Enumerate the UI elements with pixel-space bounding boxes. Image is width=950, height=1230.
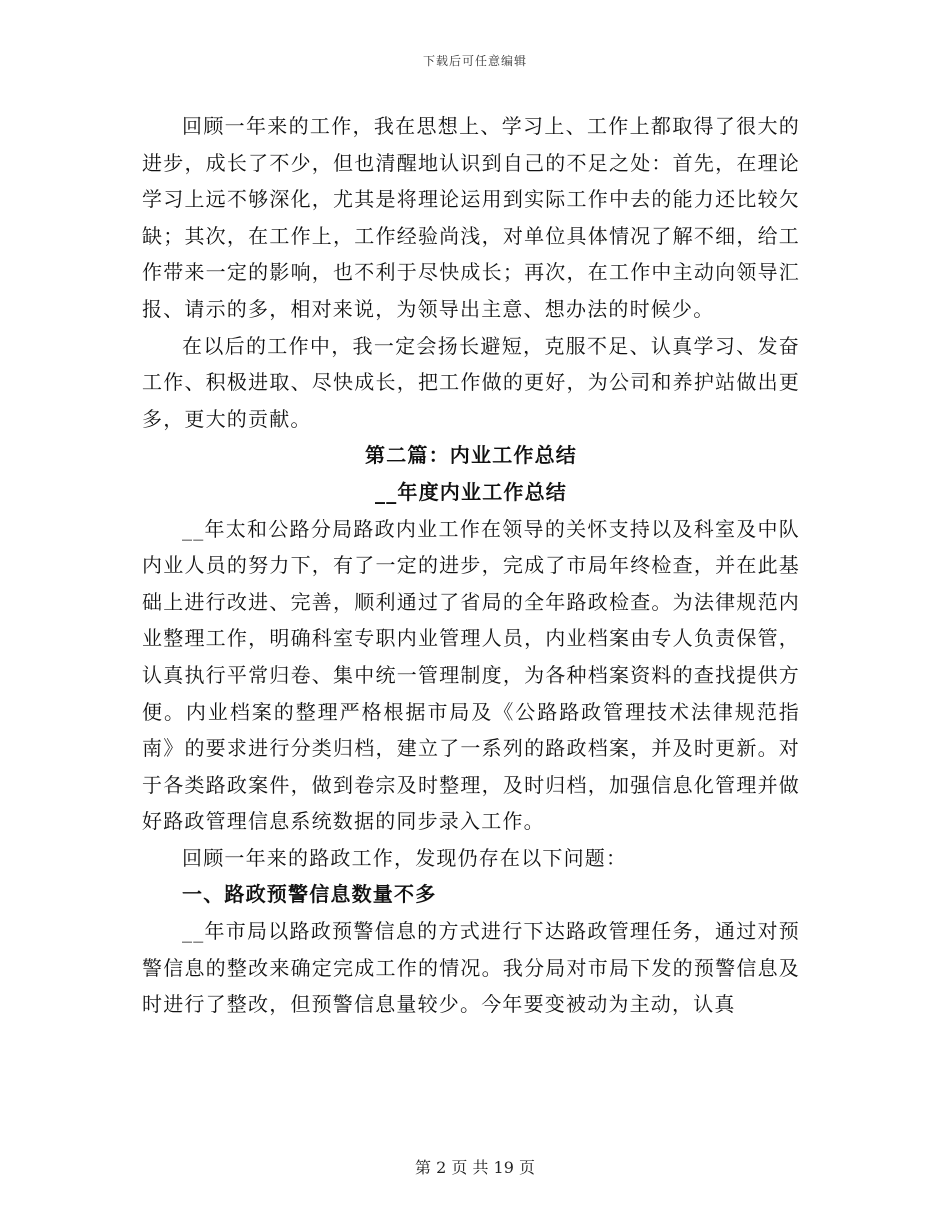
paragraph-annual-work: __年太和公路分局路政内业工作在领导的关怀支持以及科室及中队内业人员的努力下，有了一定的进步，完成了市局年终检查，并在此基础上进行改进、完善，顺利通过了省局的全年路政检查。为法律规范内业整理工作，明确科室专职内业管理人员，内业档案由专人负责保管，认真执行平常归卷、集中统一管理制度，为各种档案资料的查找提供方便。内业档案的整理严格根据市局及《公路路政管理技术法律规范指南》的要求进行分类归档，建立了一系列的路政档案，并及时更新。对于各类路政案件，做到卷宗及时整理，及时归档，加强信息化管理并做好路政管理信息系统数据的同步录入工作。 xyxy=(142,516,800,834)
paragraph-review: 回顾一年来的工作，我在思想上、学习上、工作上都取得了很大的进步，成长了不少，但也清醒地认识到自己的不足之处：首先，在理论学习上远不够深化，尤其是将理论运用到实际工作中去的能力还比较欠缺；其次，在工作上，工作经验尚浅，对单位具体情况了解不细，给工作带来一定的影响，也不利于尽快成长；再次，在工作中主动向领导汇报、请示的多，相对来说，为领导出主意、想办法的时候少。 xyxy=(142,114,800,321)
document-title: __年度内业工作总结 xyxy=(375,479,567,504)
problem-heading-1: 一、路政预警信息数量不多 xyxy=(182,882,437,907)
header-note: 下载后可任意编辑 xyxy=(422,54,527,68)
paragraph-future-plan: 在以后的工作中，我一定会扬长避短，克服不足、认真学习、发奋工作、积极进取、尽快成长，把工作做的更好，为公司和养护站做出更多，更大的贡献。 xyxy=(142,333,800,431)
document-body xyxy=(142,108,800,1023)
paragraph-problems-intro: 回顾一年来的路政工作，发现仍存在以下问题： xyxy=(182,845,628,870)
paragraph-warning-info: __年市局以路政预警信息的方式进行下达路政管理任务，通过对预警信息的整改来确定完成工作的情况。我分局对市局下发的预警信息及时进行了整改，但预警信息量较少。今年要变被动为主动，认真 xyxy=(142,919,800,1017)
part-title: 第二篇：内业工作总结 xyxy=(365,443,577,468)
page-number: 第 2 页 共 19 页 xyxy=(415,1158,535,1177)
